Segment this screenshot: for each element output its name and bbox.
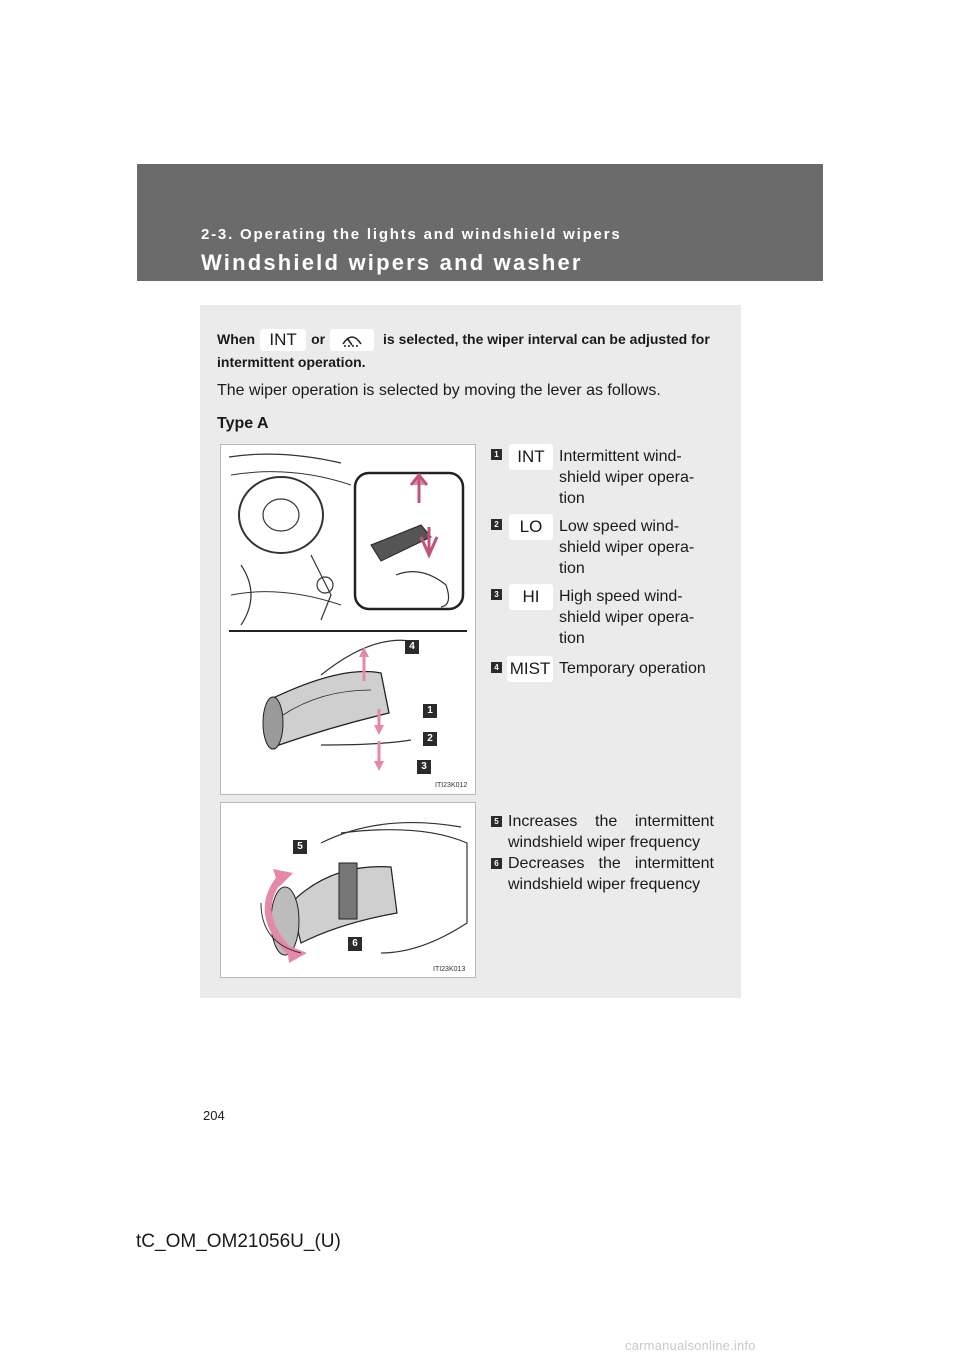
watermark: carmanualsonline.info [625, 1338, 756, 1353]
item-line: Temporary operation [559, 660, 706, 677]
figure-code: ITI23K012 [435, 782, 468, 789]
position-chip: INT [509, 444, 553, 470]
item-number: 1 [491, 449, 502, 460]
item-line: shield wiper opera- [559, 609, 695, 626]
figure-code: ITI23K013 [433, 966, 466, 973]
item-line: High speed wind- [559, 588, 683, 605]
section-header [137, 164, 823, 281]
page-number: 204 [203, 1108, 225, 1123]
item-line: Intermittent wind- [559, 448, 682, 465]
item-number: 3 [491, 589, 502, 600]
item-number: 6 [491, 858, 502, 869]
position-chip: MIST [507, 656, 553, 682]
document-code: tC_OM_OM21056U_(U) [136, 1231, 341, 1252]
item-line: tion [559, 490, 585, 507]
interval-dial-figure [220, 802, 476, 978]
callout-1: 1 [423, 704, 437, 718]
position-chip: HI [509, 584, 553, 610]
item-line: tion [559, 560, 585, 577]
item-number: 2 [491, 519, 502, 530]
item-line: Low speed wind- [559, 518, 680, 535]
item-line: windshield wiper frequency [508, 876, 701, 893]
note-prefix: When [217, 331, 256, 347]
lever-figure [220, 444, 476, 795]
note-or: or [311, 331, 326, 347]
interval-note [217, 328, 723, 373]
callout-4: 4 [405, 640, 419, 654]
item-number: 5 [491, 816, 502, 827]
type-label: Type A [217, 415, 269, 432]
item-number: 4 [491, 662, 502, 673]
item-line: tion [559, 630, 585, 647]
item-line: shield wiper opera- [559, 539, 695, 556]
position-chip: LO [509, 514, 553, 540]
page-title: Windshield wipers and washer [201, 250, 583, 275]
wiper-mist-icon [330, 329, 374, 351]
item-line: Decreases the intermittent [508, 855, 714, 872]
item-line: Increases the intermittent [508, 813, 714, 830]
item-line: shield wiper opera- [559, 469, 695, 486]
item-line: windshield wiper frequency [508, 834, 701, 851]
callout-2: 2 [423, 732, 437, 746]
callout-6: 6 [348, 937, 362, 951]
callout-3: 3 [417, 760, 431, 774]
int-chip: INT [260, 329, 306, 351]
section-title: 2-3. Operating the lights and windshield wipers [201, 226, 622, 243]
intro-text: The wiper operation is selected by moving the lever as follows. [217, 382, 661, 399]
callout-5: 5 [293, 840, 307, 854]
note-suffix: is selected, the wiper interval can be adjusted for intermittent operation. [217, 331, 710, 371]
